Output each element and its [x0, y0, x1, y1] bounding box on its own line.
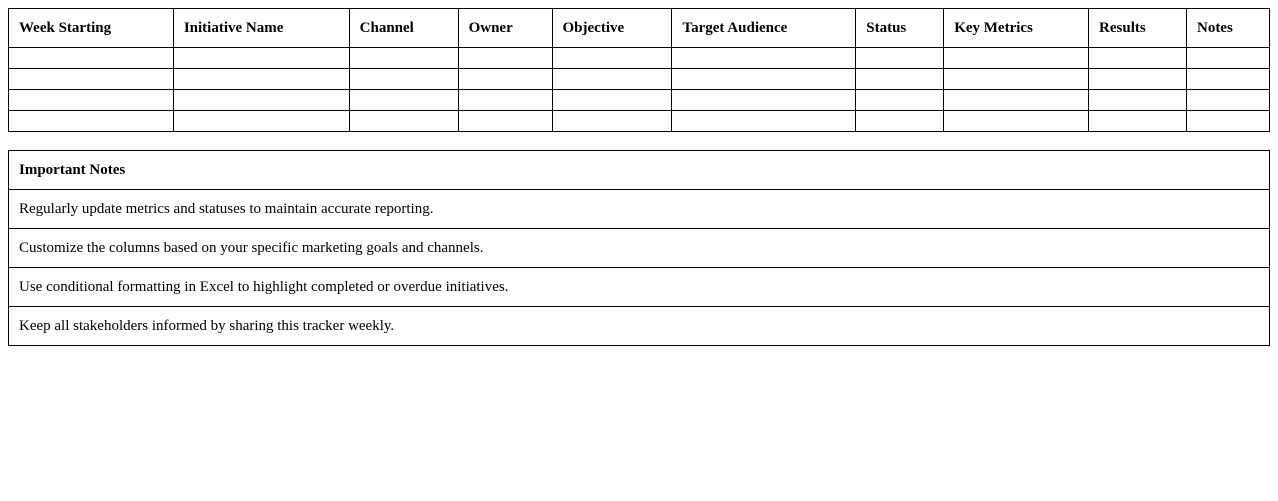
note-item: Use conditional formatting in Excel to highlight completed or overdue initiatives. [9, 268, 1270, 307]
table-cell[interactable] [944, 90, 1089, 111]
table-header-row [9, 9, 1270, 48]
note-item: Customize the columns based on your specific marketing goals and channels. [9, 229, 1270, 268]
column-header-week-starting: Week Starting [9, 9, 174, 48]
column-header-status: Status [856, 9, 944, 48]
table-cell[interactable] [856, 90, 944, 111]
table-cell[interactable] [9, 111, 174, 132]
note-item: Keep all stakeholders informed by sharing this tracker weekly. [9, 307, 1270, 346]
note-row [9, 307, 1270, 346]
table-cell[interactable] [9, 90, 174, 111]
column-header-key-metrics: Key Metrics [944, 9, 1089, 48]
table-cell[interactable] [552, 48, 672, 69]
table-cell[interactable] [458, 48, 552, 69]
table-cell[interactable] [458, 69, 552, 90]
note-row [9, 190, 1270, 229]
table-cell[interactable] [173, 111, 349, 132]
table-cell[interactable] [672, 111, 856, 132]
column-header-initiative-name: Initiative Name [173, 9, 349, 48]
note-row [9, 229, 1270, 268]
table-cell[interactable] [552, 111, 672, 132]
table-cell[interactable] [349, 69, 458, 90]
table-cell[interactable] [1186, 90, 1269, 111]
table-cell[interactable] [173, 90, 349, 111]
table-cell[interactable] [856, 69, 944, 90]
table-cell[interactable] [349, 48, 458, 69]
table-cell[interactable] [672, 69, 856, 90]
table-cell[interactable] [1089, 111, 1187, 132]
column-header-objective: Objective [552, 9, 672, 48]
table-row [9, 90, 1270, 111]
table-cell[interactable] [1089, 69, 1187, 90]
table-cell[interactable] [9, 69, 174, 90]
notes-title: Important Notes [9, 151, 1270, 190]
column-header-channel: Channel [349, 9, 458, 48]
table-row [9, 111, 1270, 132]
table-cell[interactable] [856, 48, 944, 69]
table-cell[interactable] [1186, 48, 1269, 69]
notes-header-row [9, 151, 1270, 190]
table-cell[interactable] [458, 90, 552, 111]
table-cell[interactable] [856, 111, 944, 132]
table-cell[interactable] [349, 90, 458, 111]
table-cell[interactable] [672, 48, 856, 69]
table-cell[interactable] [944, 111, 1089, 132]
table-cell[interactable] [173, 48, 349, 69]
important-notes-table [8, 150, 1270, 346]
table-cell[interactable] [1186, 111, 1269, 132]
column-header-owner: Owner [458, 9, 552, 48]
table-cell[interactable] [458, 111, 552, 132]
note-item: Regularly update metrics and statuses to maintain accurate reporting. [9, 190, 1270, 229]
table-cell[interactable] [552, 90, 672, 111]
tracker-body [9, 48, 1270, 132]
table-cell[interactable] [552, 69, 672, 90]
table-cell[interactable] [672, 90, 856, 111]
table-row [9, 48, 1270, 69]
table-cell[interactable] [9, 48, 174, 69]
note-row [9, 268, 1270, 307]
column-header-target-audience: Target Audience [672, 9, 856, 48]
table-cell[interactable] [1089, 90, 1187, 111]
table-cell[interactable] [944, 48, 1089, 69]
marketing-tracker-table [8, 8, 1270, 132]
table-cell[interactable] [944, 69, 1089, 90]
table-cell[interactable] [349, 111, 458, 132]
table-row [9, 69, 1270, 90]
column-header-notes: Notes [1186, 9, 1269, 48]
table-cell[interactable] [1089, 48, 1187, 69]
table-cell[interactable] [173, 69, 349, 90]
table-cell[interactable] [1186, 69, 1269, 90]
column-header-results: Results [1089, 9, 1187, 48]
